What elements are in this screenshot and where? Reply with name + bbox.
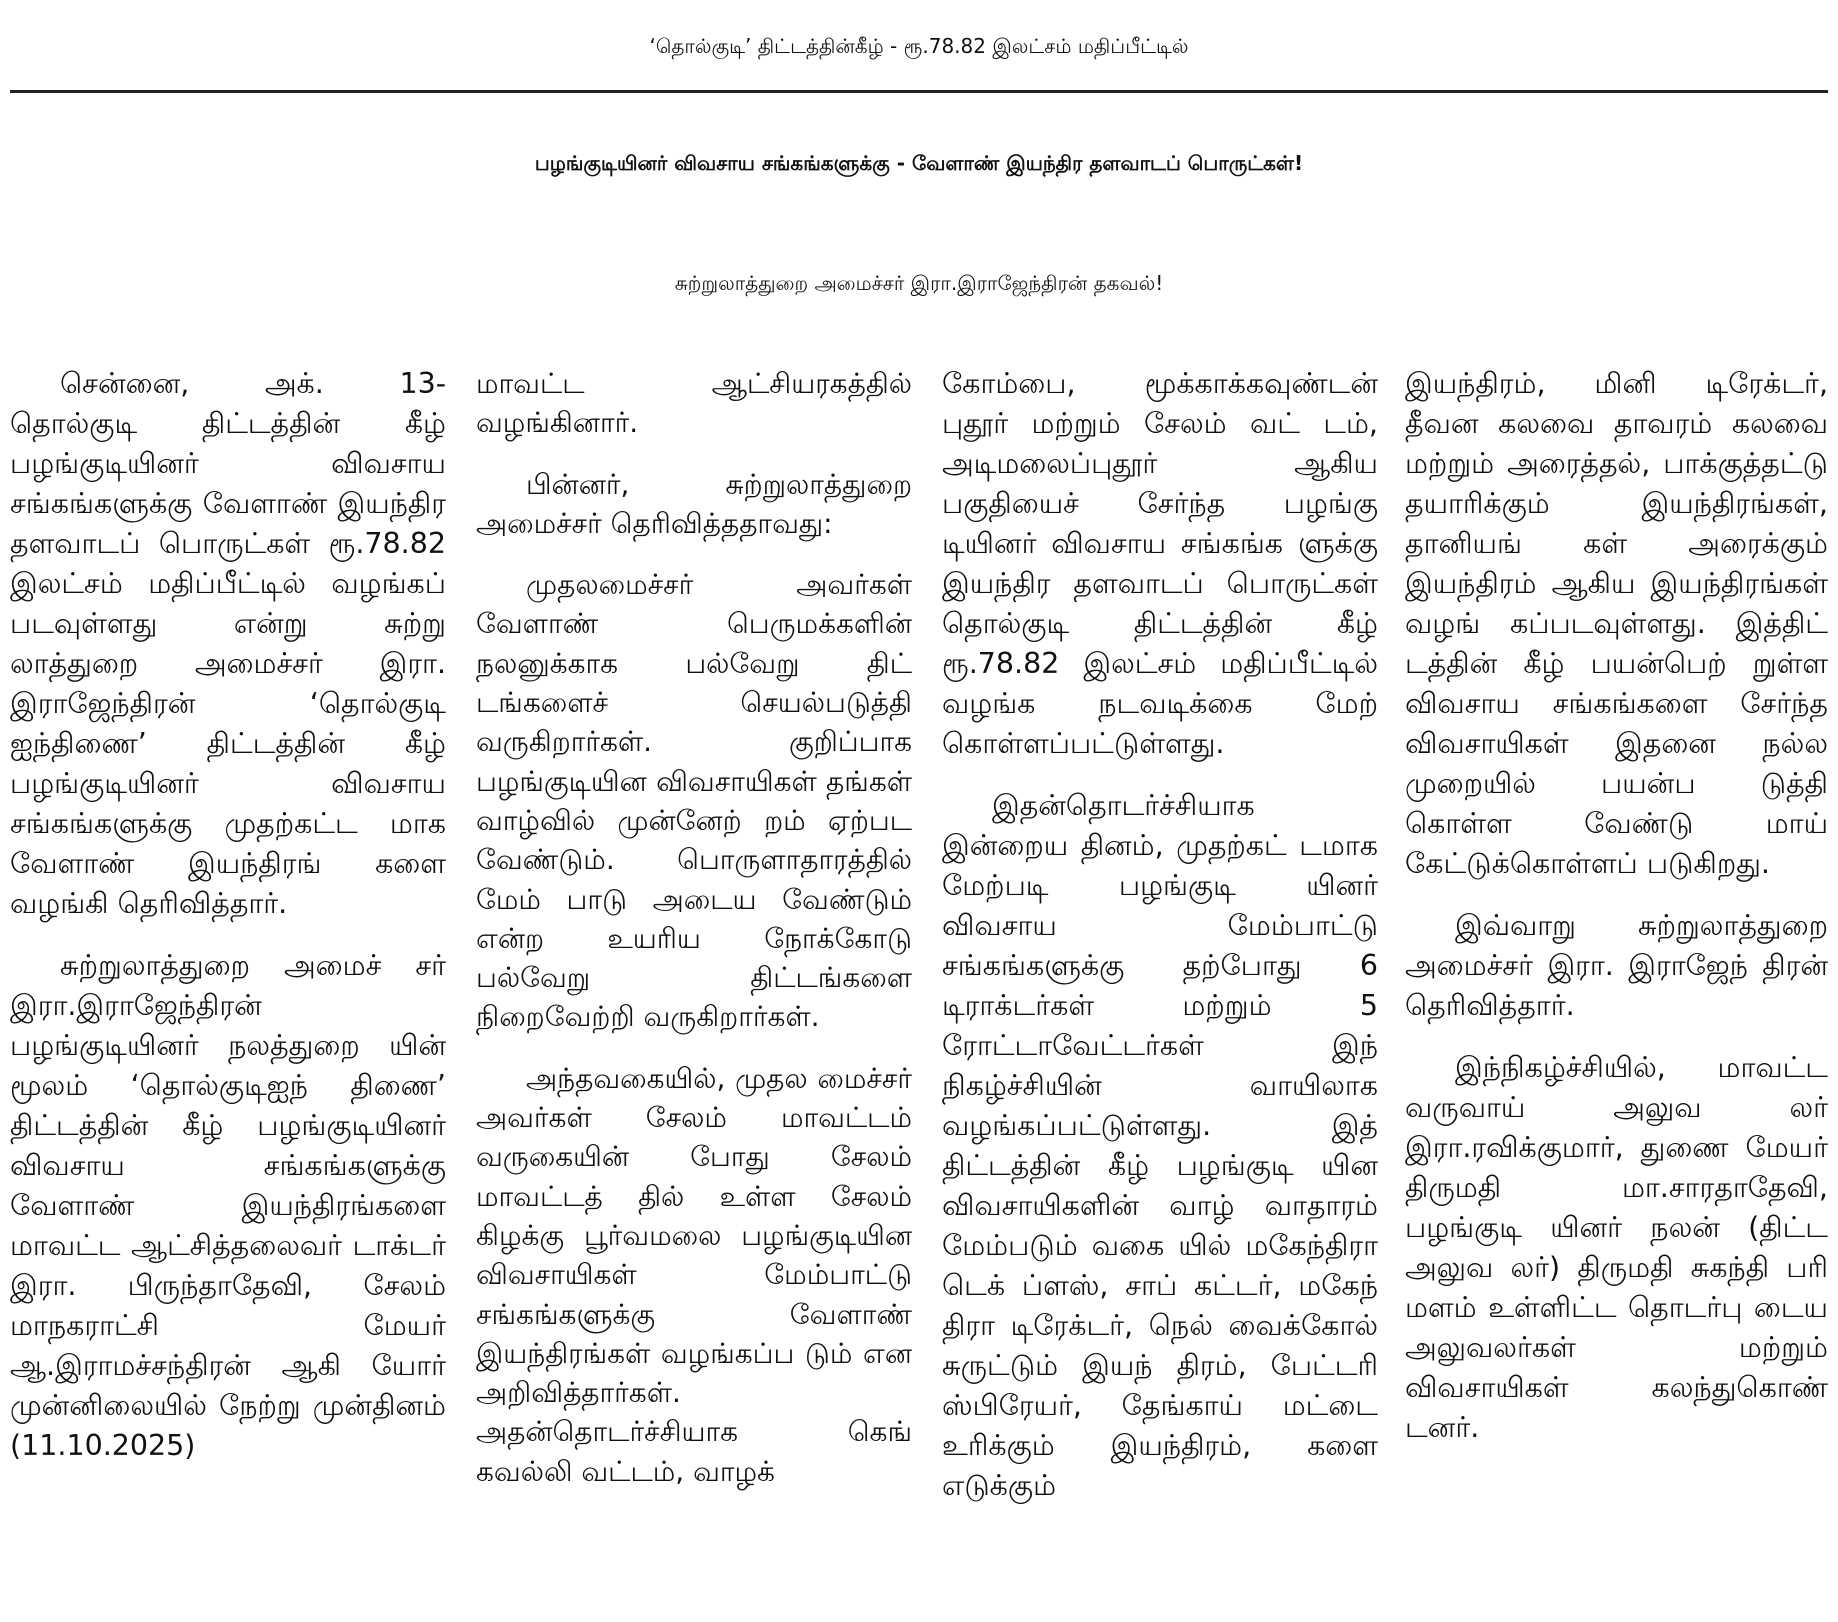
article-column-2 [476, 364, 912, 1604]
article-column-3 [942, 364, 1378, 1604]
paragraph: இயந்திரம், மினி டிரேக்டர், தீவன கலவை தாவரம் கலவை மற்றும் அரைத்தல், பாக்குத்தட்டு தயாரிக்கும் இயந்திரங்கள், தானியங் கள் அரைக்கும் இயந்திரம் ஆகிய இயந்திரங்கள் வழங் கப்படவுள்ளது. இத்திட் டத்தின் கீழ் பயன்பெற் றுள்ள விவசாய சங்கங்களை சேர்ந்த விவசாயிகள் இதனை நல்ல முறையில் பயன்ப டுத்தி கொள்ள வேண்டு மாய் கேட்டுக்கொள்ளப் படுகிறது. [1405, 367, 1828, 880]
paragraph: அந்தவகையில், முதல மைச்சர் அவர்கள் சேலம் மாவட்டம் வருகையின் போது சேலம் மாவட்டத் தில் உள்ள சேலம் கிழக்கு பூர்வமலை பழங்குடியின விவசாயிகள் மேம்பாட்டு சங்கங்களுக்கு வேளாண் இயந்திரங்கள் வழங்கப்ப டும் என அறிவித்தார்கள். அதன்தொடர்ச்சியாக கெங் கவல்லி வட்டம், வாழக் [476, 1061, 912, 1488]
article-column-1 [10, 364, 446, 1604]
paragraph: இதன்தொடர்ச்சியாக இன்றைய தினம், முதற்கட் டமாக மேற்படி பழங்குடி யினர் விவசாய மேம்பாட்டு சங்கங்களுக்கு தற்போது 6 டிராக்டர்கள் மற்றும் 5 ரோட்டாவேட்டர்கள் இந் நிகழ்ச்சியின் வாயிலாக வழங்கப்பட்டுள்ளது. இத் திட்டத்தின் கீழ் பழங்குடி யின விவசாயிகளின் வாழ் வாதாரம் மேம்படும் வகை யில் மகேந்திரா டெக் ப்ளஸ், சாப் கட்டர், மகேந் திரா டிரேக்டர், நெல் வைக்கோல் சுருட்டும் இயந் திரம், பேட்டரி ஸ்பிரேயர், தேங்காய் மட்டை உரிக்கும் இயந்திரம், களை எடுக்கும் [942, 789, 1378, 1502]
sub-headline: சுற்றுலாத்துறை அமைச்சர் இரா.இராஜேந்திரன் தகவல்! [674, 271, 1164, 295]
article-column-4 [1405, 364, 1828, 1604]
main-headline: பழங்குடியினர் விவசாய சங்கங்களுக்கு - வேளாண் இயந்திர தளவாடப் பொருட்கள்! [534, 151, 1304, 175]
kicker-headline: ‘தொல்குடி’ திட்டத்தின்கீழ் - ரூ.78.82 இலட்சம் மதிப்பீட்டில் [649, 34, 1189, 58]
paragraph: பின்னர், சுற்றுலாத்துறை அமைச்சர் தெரிவித்ததாவது: [476, 467, 912, 540]
paragraph: சென்னை, அக். 13- தொல்குடி திட்டத்தின் கீழ் பழங்குடியினர் விவசாய சங்கங்களுக்கு வேளாண் இயந்திர தளவாடப் பொருட்கள் ரூ.78.82 இலட்சம் மதிப்பீட்டில் வழங்கப் படவுள்ளது என்று சுற்று லாத்துறை அமைச்சர் இரா. இராஜேந்திரன் ‘தொல்குடி ஐந்திணை’ திட்டத்தின் கீழ் பழங்குடியினர் விவசாய சங்கங்களுக்கு முதற்கட்ட மாக வேளாண் இயந்திரங் களை வழங்கி தெரிவித்தார். [10, 367, 446, 920]
paragraph: முதலமைச்சர் அவர்கள் வேளாண் பெருமக்களின் நலனுக்காக பல்வேறு திட் டங்களைச் செயல்படுத்தி வருகிறார்கள். குறிப்பாக பழங்குடியின விவசாயிகள் தங்கள் வாழ்வில் முன்னேற் றம் ஏற்பட வேண்டும். பொருளாதாரத்தில் மேம் பாடு அடைய வேண்டும் என்ற உயரிய நோக்கோடு பல்வேறு திட்டங்களை நிறைவேற்றி வருகிறார்கள். [476, 568, 912, 1034]
divider-rule [10, 90, 1828, 93]
paragraph: மாவட்ட ஆட்சியரகத்தில் வழங்கினார். [476, 367, 912, 440]
paragraph: இந்நிகழ்ச்சியில், மாவட்ட வருவாய் அலுவ லர் இரா.ரவிக்குமார், துணை மேயர் திருமதி மா.சாரதாதேவி, பழங்குடி யினர் நலன் (திட்ட அலுவ லர்) திருமதி சுகந்தி பரி மளம் உள்ளிட்ட தொடர்பு டைய அலுவலர்கள் மற்றும் விவசாயிகள் கலந்துகொண் டனர். [1405, 1051, 1828, 1444]
paragraph: கோம்பை, மூக்காக்கவுண்டன் புதூர் மற்றும் சேலம் வட் டம், அடிமலைப்புதூர் ஆகிய பகுதியைச் சேர்ந்த பழங்கு டியினர் விவசாய சங்கங்க ளுக்கு இயந்திர தளவாடப் பொருட்கள் தொல்குடி திட்டத்தின் கீழ் ரூ.78.82 இலட்சம் மதிப்பீட்டில் வழங்க நடவடிக்கை மேற் கொள்ளப்பட்டுள்ளது. [942, 367, 1378, 760]
paragraph: சுற்றுலாத்துறை அமைச் சர் இரா.இராஜேந்திரன் பழங்குடியினர் நலத்துறை யின் மூலம் ‘தொல்குடிஐந் திணை’ திட்டத்தின் கீழ் பழங்குடியினர் விவசாய சங்கங்களுக்கு வேளாண் இயந்திரங்களை மாவட்ட ஆட்சித்தலைவர் டாக்டர் இரா. பிருந்தாதேவி, சேலம் மாநகராட்சி மேயர் ஆ.இராமச்சந்திரன் ஆகி யோர் முன்னிலையில் நேற்று முன்தினம் (11.10.2025) [10, 949, 446, 1462]
paragraph: இவ்வாறு சுற்றுலாத்துறை அமைச்சர் இரா. இராஜேந் திரன் தெரிவித்தார். [1405, 909, 1828, 1022]
